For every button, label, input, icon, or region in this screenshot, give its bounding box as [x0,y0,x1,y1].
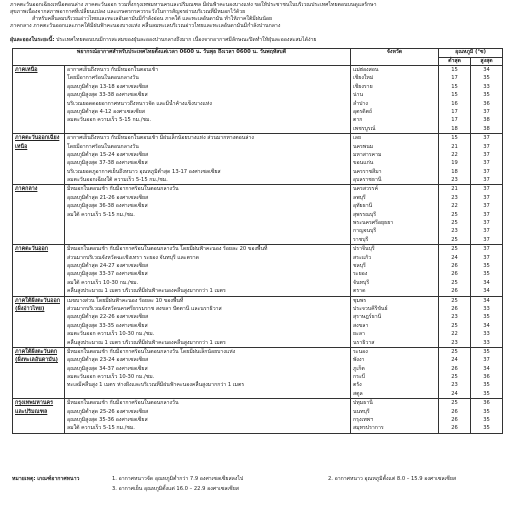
temp-max: 38 [483,117,490,124]
forecast-line: ลมใต้ ความเร็ว 10-30 กม./ชม. [67,279,139,286]
region-forecast [65,66,351,134]
region-row [13,185,503,245]
temp-min: 23 [451,177,458,184]
temp-min: 23 [451,382,458,389]
dust-advice [10,37,502,44]
region-row [13,296,503,347]
temp-max-cell [471,399,503,434]
region-name: ภาคเหนือ [13,66,65,134]
province-name: น่าน [353,92,364,99]
temp-min: 26 [451,288,458,295]
province-name: ปราจีนบุรี [353,246,375,253]
forecast-line: มีหมอกในตอนเช้า กับมีอากาศร้อนในตอนกลางวัน โดยมีฝนฟ้าคะนอง ร้อยละ 20 ของพื้นที่ [67,246,268,253]
province-name: กาญจนบุรี [353,228,377,235]
temp-min: 23 [451,314,458,321]
province-name: อุบลราชธานี [353,177,382,184]
temp-min: 26 [451,262,458,269]
temp-max: 35 [483,382,490,389]
temp-min: 25 [451,374,458,381]
forecast-line: อากาศเย็นถึงหนาว กับมีหมอกในตอนเช้า [67,67,159,73]
temp-min: 23 [451,194,458,201]
province-name: สตูล [353,390,363,397]
forecast-line: คลื่นสูงประมาณ 1 เมตร บริเวณที่มีฝนฟ้าคะนองคลื่นสูงมากกว่า 1 เมตร [67,339,226,346]
temp-min: 25 [451,246,458,253]
temp-max: 35 [483,417,490,424]
temp-max: 37 [483,186,490,193]
header-province: จังหวัด [351,49,439,66]
forecast-line: บริเวณยอดดอยอากาศหนาวถึงหนาวจัด และมีน้ำค้างแข็งบางแห่ง [67,100,212,107]
temp-max: 35 [483,262,490,269]
forecast-line: อุณหภูมิสูงสุด 34-37 องศาเซลเซียส [67,365,148,372]
temp-min: 26 [451,305,458,312]
temp-max: 34 [483,365,490,372]
temp-max: 35 [483,314,490,321]
criteria-cool: 3. อากาศเย็น อุณหภูมิตั้งแต่ 16.0 – 22.9 องศาเซลเซียส [112,486,239,492]
temp-max: 37 [483,168,490,175]
province-name: ขอนแก่น [353,160,374,167]
temp-min: 24 [451,390,458,397]
intro-text [10,2,502,30]
header-temp: อุณหภูมิ (°ซ) [439,49,503,58]
forecast-line: ลมตะวันออก ความเร็ว 10-30 กม./ชม. [67,374,155,381]
forecast-line: ลมใต้ ความเร็ว 5-15 กม./ชม. [67,211,135,218]
province-name: พังงา [353,357,365,364]
temp-min: 17 [451,75,458,82]
temp-min: 23 [451,228,458,235]
province-name: ลพบุรี [353,194,366,201]
temp-min: 25 [451,400,458,407]
forecast-body [13,66,503,434]
province-name-cell [351,296,439,347]
temp-min: 25 [451,297,458,304]
region-row [13,134,503,185]
forecast-line: อุณหภูมิต่ำสุด 15-24 องศาเซลเซียส [67,151,149,158]
intro-line: สำหรับคลื่นลมบริเวณอ่าวไทยและทะเลอันดามันมีกำลังอ่อน ภาคใต้ และทะเลอันดามัน ทำให้ภาคใต้มีฝนน้อย [32,16,273,23]
temp-min-cell [439,296,471,347]
province-name: ยะลา [353,331,365,338]
forecast-line: อุณหภูมิสูงสุด 33-37 องศาเซลเซียส [67,271,148,278]
province-name-cell [351,134,439,185]
temp-min: 22 [451,331,458,338]
forecast-line: ลมตะวันออก ความเร็ว 5-15 กม./ชม. [67,117,152,124]
temp-min-cell [439,185,471,245]
province-name-cell [351,185,439,245]
forecast-line: ลมใต้ ความเร็ว 5-15 กม./ชม. [67,425,135,432]
temp-max-cell [471,185,503,245]
temp-max: 34 [483,297,490,304]
province-name: กระบี่ [353,374,366,381]
temp-max: 38 [483,125,490,132]
forecast-line: อุณหภูมิต่ำสุด 21-26 องศาเซลเซียส [67,194,149,201]
criteria-cold: 2. อากาศหนาว อุณหภูมิตั้งแต่ 8.0 – 15.9 องศาเซลเซียส [328,476,457,482]
temp-min: 17 [451,117,458,124]
forecast-line: คลื่นสูงประมาณ 1 เมตร บริเวณที่มีฝนฟ้าคะนองคลื่นสูงมากกว่า 1 เมตร [67,288,226,295]
region-row [13,399,503,434]
header-min: ต่ำสุด [439,57,471,66]
temp-max-cell [471,66,503,134]
province-name: จันทบุรี [353,279,370,286]
temp-max-cell [471,296,503,347]
forecast-line: อุณหภูมิต่ำสุด 25-26 องศาเซลเซียส [67,408,149,415]
temp-min: 15 [451,83,458,90]
province-name: นครราชสีมา [353,168,382,175]
province-name: มหาสารคาม [353,151,382,158]
province-name: สระแก้ว [353,254,372,261]
temp-max: 37 [483,194,490,201]
temp-max: 35 [483,271,490,278]
intro-line: ภาคตะวันออกเฉียงเหนือตอนล่าง ภาคตะวันออก รวมทั้งกรุงเทพมหานครและปริมณฑล มีฝนฟ้าคะนองบางแห่ง ขอให้ประชาชนในบริเวณประเทศไทยตอนบนดูแลรักษา [10,2,377,8]
temp-min-cell [439,66,471,134]
province-name: สมุทรปราการ [353,425,384,432]
temp-min-cell [439,245,471,296]
dust-advice-label: ฝุ่นละอองในระยะนี้: [10,37,55,43]
province-name: สงขลา [353,322,369,329]
region-name: ภาคใต้ฝั่งตะวันตก (ฝั่งทะเลอันดามัน) [13,347,65,398]
forecast-line: อุณหภูมิสูงสุด 36-38 องศาเซลเซียส [67,203,148,210]
temp-max: 37 [483,177,490,184]
province-name: ปทุมธานี [353,400,373,407]
temp-max: 33 [483,339,490,346]
temp-min: 25 [451,348,458,355]
temp-max: 37 [483,228,490,235]
temp-max: 35 [483,75,490,82]
temp-min: 26 [451,408,458,415]
forecast-line: ส่วนมากบริเวณจังหวัดฉะเชิงเทรา ระยอง จันทบุรี และตราด [67,254,200,261]
province-name: ตราด [353,288,366,295]
region-row [13,347,503,398]
temp-max: 33 [483,83,490,90]
temp-max: 37 [483,211,490,218]
province-name-cell [351,347,439,398]
temp-min-cell [439,347,471,398]
forecast-line: โดยมีอากาศร้อนในตอนกลางวัน [67,143,139,150]
forecast-line: มีหมอกในตอนเช้า กับมีอากาศร้อนในตอนกลางวัน [67,186,179,193]
temp-min: 26 [451,425,458,432]
province-name-cell [351,66,439,134]
forecast-line: อุณหภูมิต่ำสุด 23-24 องศาเซลเซียส [67,357,149,364]
region-name: ภาคตะวันออกเฉียงเหนือ [13,134,65,185]
temp-min: 19 [451,160,458,167]
forecast-line: อุณหภูมิสูงสุด 37-38 องศาเซลเซียส [67,160,148,167]
temp-min: 23 [451,339,458,346]
province-name: ชุมพร [353,297,367,304]
table-header-row [13,49,503,58]
temp-min: 25 [451,236,458,243]
forecast-line: อุณหภูมิสูงสุด 35-36 องศาเซลเซียส [67,417,148,424]
temp-max-cell [471,134,503,185]
temp-max: 36 [483,100,490,107]
province-name-cell [351,245,439,296]
temp-max: 35 [483,92,490,99]
temp-min: 22 [451,151,458,158]
forecast-line: อุณหภูมิต่ำสุด 4-12 องศาเซลเซียส [67,108,145,115]
forecast-line: โดยมีอากาศร้อนในตอนกลางวัน [67,75,139,82]
forecast-line: เมฆบางส่วน โดยมีฝนฟ้าคะนอง ร้อยละ 10 ของพื้นที่ [67,297,184,304]
province-name: ตาก [353,117,363,124]
intro-line: สุขภาพเนื่องจากสภาพอากาศที่เปลี่ยนแปลง และเกษตรกรควรระวังในการสัญจรผ่านบริเวณที่มีหมอกไว้ด้วย [10,9,246,16]
temp-min: 22 [451,203,458,210]
forecast-line: ทะเลมีคลื่นสูง 1 เมตร ห่างฝั่งและบริเวณที่มีฝนฟ้าคะนองคลื่นสูงมากกว่า 1 เมตร [67,382,245,389]
forecast-line: บริเวณยอดภูอากาศเย็นถึงหนาว อุณหภูมิต่ำสุด 13-17 องศาเซลเซียส [67,168,221,175]
temp-max: 37 [483,135,490,142]
temp-min: 25 [451,211,458,218]
temp-max: 37 [483,108,490,115]
province-name: ตรัง [353,382,362,389]
temp-max-cell [471,245,503,296]
region-row [13,66,503,134]
province-name: กรุงเทพฯ [353,417,374,424]
temp-max: 35 [483,425,490,432]
region-forecast [65,134,351,185]
temp-min-cell [439,399,471,434]
forecast-line: ส่วนมากบริเวณจังหวัดนครศรีธรรมราช สงขลา ปัตตานี และนราธิวาส [67,305,222,312]
criteria-very-cold: 1. อากาศหนาวจัด อุณหภูมิต่ำกว่า 7.9 องศาเซลเซียสลงไป [112,476,244,482]
temp-max: 37 [483,160,490,167]
temp-max: 35 [483,390,490,397]
province-name: ประจวบคีรีขันธ์ [353,305,388,312]
dust-advice-text: ประเทศไทยตอนบนมีการสะสมของฝุ่นละอองปานกลางถึงมาก เนื่องจากอากาศมีลักษณะปิดทำให้ฝุ่นละอองสะสมได้ง่าย [56,37,317,43]
temp-min: 25 [451,220,458,227]
temp-min-cell [439,134,471,185]
forecast-line: ลมตะวันออกเฉียงใต้ ความเร็ว 5-15 กม./ชม. [67,177,168,184]
temp-min: 21 [451,186,458,193]
province-name: ภูเก็ต [353,365,365,372]
region-forecast [65,399,351,434]
temp-max: 36 [483,374,490,381]
region-forecast [65,296,351,347]
temp-max: 34 [483,279,490,286]
temp-min: 25 [451,322,458,329]
forecast-line: อุณหภูมิต่ำสุด 24-27 องศาเซลเซียส [67,262,149,269]
temp-max: 37 [483,357,490,364]
forecast-table [12,48,503,434]
province-name: พระนครศรีอยุธยา [353,220,394,227]
temp-max: 36 [483,400,490,407]
province-name: สุพรรณบุรี [353,211,377,218]
temp-max: 34 [483,322,490,329]
temp-min: 25 [451,279,458,286]
temp-min: 15 [451,135,458,142]
temp-max: 37 [483,254,490,261]
temp-min: 15 [451,92,458,99]
region-name: กรุงเทพมหานครและปริมณฑล [13,399,65,434]
forecast-line: อุณหภูมิสูงสุด 33-38 องศาเซลเซียส [67,92,148,99]
temp-min: 15 [451,67,458,73]
forecast-line: อากาศเย็นถึงหนาว กับมีหมอกในตอนเช้า มีฝนเล็กน้อยบางแห่ง ส่วนมากทางตอนล่าง [67,135,254,142]
temp-max: 37 [483,143,490,150]
intro-line: ภาคกลาง ภาคตะวันออกและภาคใต้มีฝนฟ้าคะนองบางแห่ง คลื่นลมทะเลบริเวณอ่าวไทยและทะเลอันดามันมีกำลังปานกลาง [10,23,281,30]
temp-min: 21 [451,143,458,150]
province-name: นราธิวาส [353,339,375,346]
province-name: อุตรดิตถ์ [353,108,373,115]
region-forecast [65,245,351,296]
temp-min: 17 [451,108,458,115]
temp-max: 37 [483,246,490,253]
temp-min: 24 [451,254,458,261]
region-name: ภาคใต้ฝั่งตะวันออก (ฝั่งอ่าวไทย) [13,296,65,347]
province-name: ระนอง [353,348,368,355]
region-row [13,245,503,296]
temp-max: 34 [483,288,490,295]
header-max: สูงสุด [471,57,503,66]
temp-min: 24 [451,357,458,364]
forecast-line: อุณหภูมิต่ำสุด 22-26 องศาเซลเซียส [67,314,149,321]
temp-min: 18 [451,168,458,175]
temp-max: 37 [483,203,490,210]
temp-max: 37 [483,220,490,227]
province-name: อุทัยธานี [353,203,373,210]
header-forecast: พยากรณ์อากาศสำหรับประเทศไทยตั้งแต่เวลา 0600 น. วันพุธ ถึงเวลา 0600 น. วันพฤหัสบดี [13,49,351,66]
province-name: ราชบุรี [353,236,369,243]
region-forecast [65,185,351,245]
province-name-cell [351,399,439,434]
forecast-line: มีหมอกในตอนเช้า กับมีอากาศร้อนในตอนกลางวัน [67,400,179,407]
temp-min: 26 [451,365,458,372]
temp-max: 33 [483,305,490,312]
temp-max: 37 [483,151,490,158]
region-name: ภาคตะวันออก [13,245,65,296]
forecast-line: ลมตะวันออก ความเร็ว 10-30 กม./ชม. [67,331,155,338]
forecast-line: อุณหภูมิต่ำสุด 13-18 องศาเซลเซียส [67,83,149,90]
province-name: นครสวรรค์ [353,186,378,193]
temp-max-cell [471,347,503,398]
temp-min: 16 [451,100,458,107]
province-name: เพชรบูรณ์ [353,125,376,132]
province-name: สุราษฎร์ธานี [353,314,382,321]
temp-max: 35 [483,348,490,355]
province-name: เชียงใหม่ [353,75,374,82]
temp-max: 33 [483,331,490,338]
temp-max: 35 [483,408,490,415]
province-name: ลำปาง [353,100,368,107]
region-name: ภาคกลาง [13,185,65,245]
temp-min: 26 [451,417,458,424]
temp-min: 18 [451,125,458,132]
temp-max: 34 [483,67,490,73]
province-name: เลย [353,135,362,142]
province-name: เชียงราย [353,83,373,90]
province-name: ระยอง [353,271,368,278]
forecast-line: มีหมอกในตอนเช้า กับมีอากาศร้อนในตอนกลางวัน โดยมีฝนเล็กน้อยบางแห่ง [67,348,236,355]
province-name: ชลบุรี [353,262,366,269]
province-name: นนทบุรี [353,408,370,415]
region-forecast [65,347,351,398]
footer-label: หมายเหตุ: เกณฑ์อากาศหนาว [12,476,80,482]
province-name: นครพนม [353,143,374,150]
temp-max: 37 [483,236,490,243]
province-name: แม่ฮ่องสอน [353,67,379,73]
temp-min: 26 [451,271,458,278]
forecast-line: อุณหภูมิสูงสุด 33-35 องศาเซลเซียส [67,322,148,329]
